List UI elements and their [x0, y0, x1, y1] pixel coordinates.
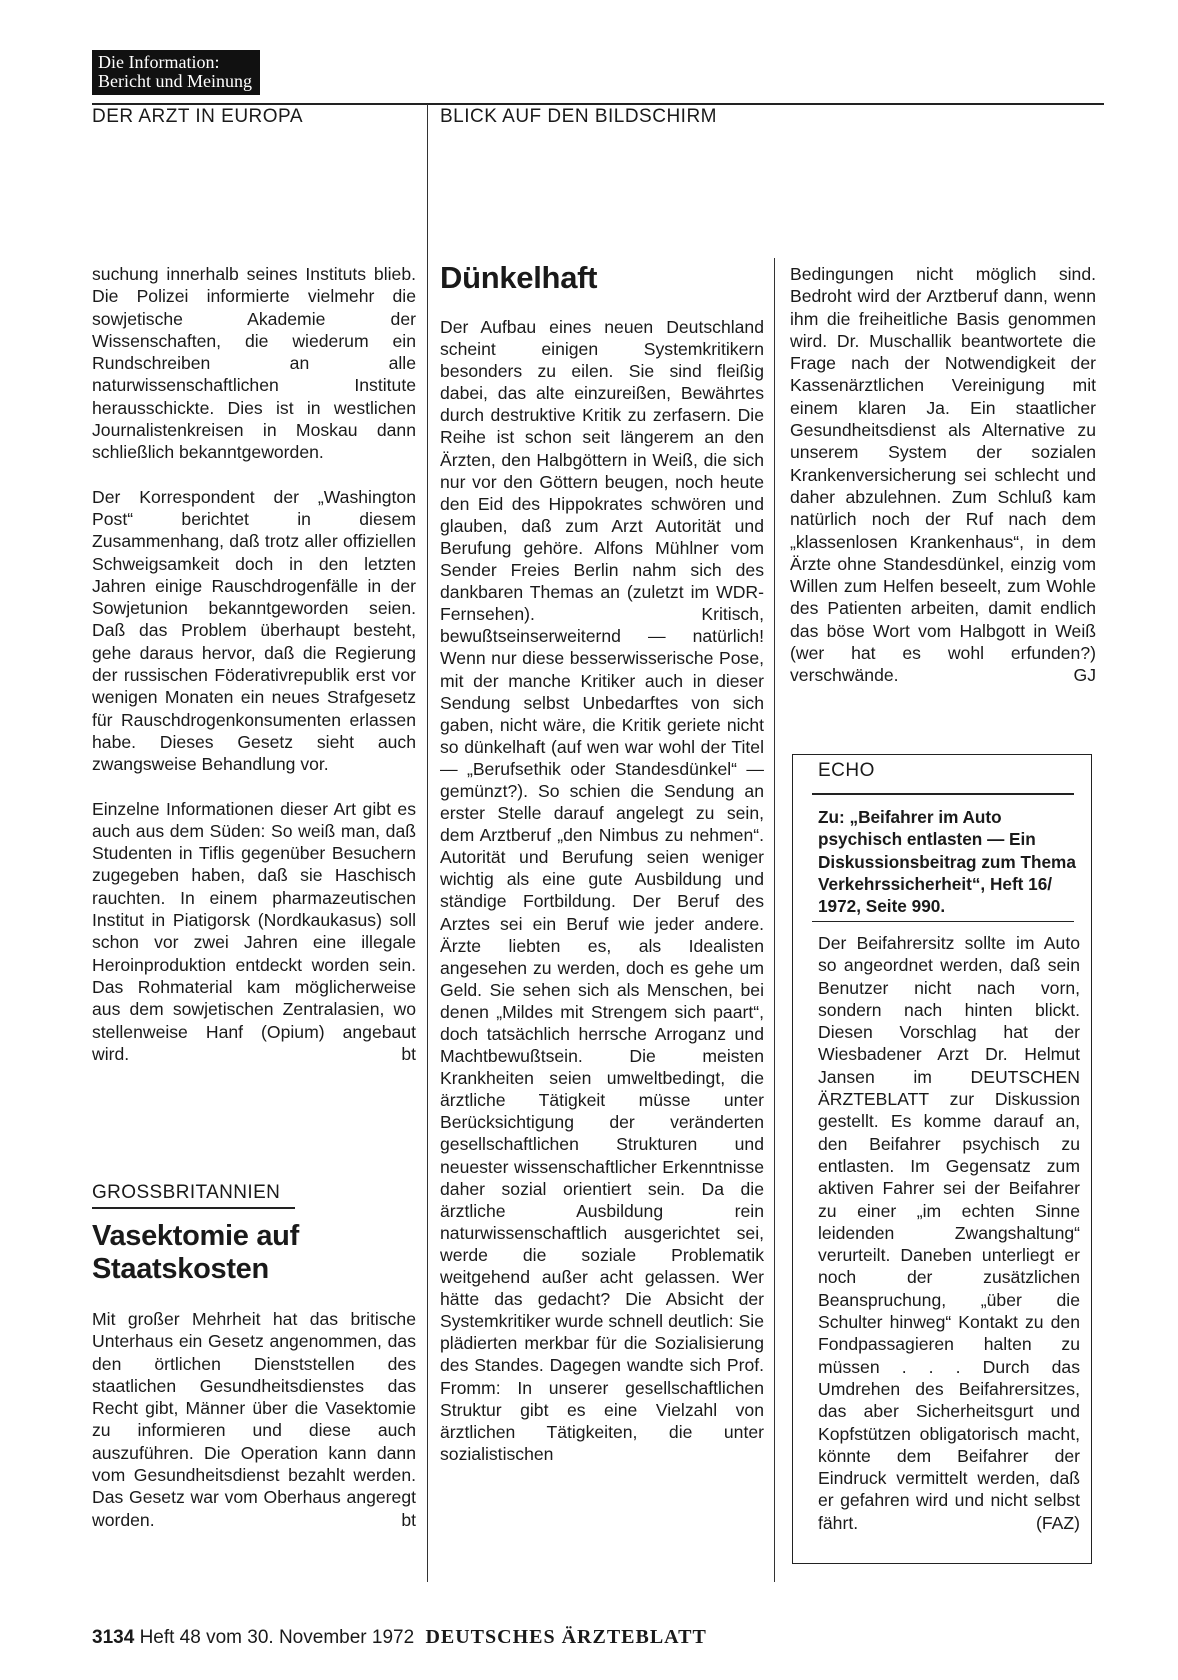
echo-title-rule — [812, 793, 1074, 795]
echo-title: ECHO — [818, 760, 875, 781]
column-divider-left — [427, 104, 428, 1582]
paragraph-text: Bedingungen nicht möglich sind. Bedroht wird der Arztberuf dann, wenn ihm die freiheitliche Basis genommen wird. Dr. Muschallik beantwortete die Frage nach der Notwendigkeit der Kassenärztlichen Vereinigung mit einem klaren Ja. Ein staatlicher Gesundheitsdienst als Alternative zu unserem System der sozialen Krankenversicherung sei schlecht und daher abzulehnen. Zum Schluß kam natürlich noch der Ruf nach dem „klassenlosen Krankenhaus“, in dem Ärzte ohne Standesdünkel, einzig vom Willen zum Helfen beseelt, zum Wohle des Patienten arbeiten, damit endlich das böse Wort vom Halbgott in Weiß (wer hat es wohl erfunden?) verschwände. — [790, 264, 1096, 686]
paragraph: suchung innerhalb seines Instituts blieb. Die Polizei informierte vielmehr die sowjetische Akademie der Wissenschaften, die wiederum ein Rundschreiben an alle naturwissenschaftlichen Institute herausschickte. Dies ist in westlichen Journalistenkreisen in Moskau dann schließlich bekanntgeworden. — [92, 264, 416, 463]
echo-reference-rule — [812, 921, 1074, 922]
badge-line-2: Bericht und Meinung — [98, 71, 252, 91]
column-divider-right — [774, 258, 775, 1582]
issue-info: Heft 48 vom 30. November 1972 — [139, 1627, 415, 1648]
section-badge — [92, 50, 260, 95]
paragraph-text: Einzelne Informationen dieser Art gibt es auch aus dem Süden: So weiß man, daß Studenten in Tiflis gegenüber Besuchern zugegeben haben, daß sie Haschisch rauchten. In einem pharmazeutischen Institut in Piatigorsk (Nordkaukasus) soll schon vor zwei Jahren eine illegale Heroinproduktion entdeckt worden sein. Das Rohmaterial kam möglicherweise aus dem sowjetischen Zentralasien, wo stellenweise Hanf (Opium) angebaut wird. — [92, 798, 416, 1064]
page-footer — [92, 1626, 707, 1649]
author-initials: bt — [401, 1509, 416, 1530]
paragraph — [790, 263, 1096, 687]
echo-reference: Zu: „Beifahrer im Auto psychisch entlasten — Ein Diskussionsbeitrag zum Thema Verkehrssicherheit“, Heft 16/ 1972, Seite 990. — [818, 807, 1076, 917]
paragraph-text: Mit großer Mehrheit hat das britische Unterhaus ein Gesetz angenommen, das den örtlichen Dienststellen des staatlichen Gesundheitsdienstes das Recht gibt, Männer über die Vasektomie zu informieren und diese auch auszuführen. Die Operation kann dann vom Gesundheitsdienst bezahlt werden. Das Gesetz war vom Oberhaus angeregt worden. — [92, 1309, 416, 1530]
page-number: 3134 — [92, 1627, 135, 1648]
left-column-top — [92, 263, 416, 1065]
section-label-right: BLICK AUF DEN BILDSCHIRM — [440, 106, 717, 127]
left-column-bottom — [92, 1308, 416, 1531]
paragraph: Der Korrespondent der „Washington Post“ berichtet in diesem Zusammenhang, daß trotz aller offiziellen Schweigsamkeit doch in den letzten Jahren einige Rauschdrogenfälle in der Sowjetunion bekanntgeworden seien. Daß das Problem überhaupt besteht, gehe daraus hervor, daß die Regierung der russischen Föderativrepublik erst vor wenigen Monaten ein neues Strafgesetz für Rauschdrogenkonsumenten erlassen habe. Dieses Gesetz sieht auch zwangsweise Behandlung vor. — [92, 486, 416, 775]
echo-body — [818, 932, 1080, 1534]
article-headline-main: Dünkelhaft — [440, 260, 598, 295]
paragraph-text: Der Beifahrersitz sollte im Auto so angeordnet werden, daß sein Benutzer nicht nach vorn, sondern nach hinten blickt. Diesen Vorschlag hat der Wiesbadener Arzt Dr. Helmut Jansen im DEUTSCHEN ÄRZTEBLATT zur Diskussion gestellt. Es komme darauf an, den Beifahrer psychisch zu entlasten. Im Gegensatz zum aktiven Fahrer sei der Beifahrer zu einer „im echten Sinne leidenden Zwangshaltung“ verurteilt. Daneben unterliegt er noch der zusätzlichen Beanspruchung, „über die Schulter hinweg“ Kontakt zu den Fondpassagieren halten zu müssen . . . Durch das Umdrehen des Beifahrersitzes, das aber Sicherheitsgurt und Kopfstützen obligatorisch macht, könnte dem Beifahrer der Eindruck vermittelt werden, daß er gefahren wird und nicht selbst fährt. — [818, 933, 1080, 1533]
paragraph: Der Aufbau eines neuen Deutschland scheint einigen Systemkritikern besonders zu eilen. Sie sind fleißig dabei, das alte einzureißen, Bewährtes durch destruktive Kritik zu zerfasern. Die Reihe ist schon seit längerem an den Ärzten, den Halbgöttern in Weiß, die sich nur vor den Göttern beugen, noch heute den Eid des Hippokrates schwören und glauben, daß zum Arzt Autorität und Berufung gehöre. Alfons Mühlner vom Sender Freies Berlin nahm sich des dankbaren Themas an (zuletzt im WDR-Fernsehen). Kritisch, bewußtseinserweiternd — natürlich! Wenn nur diese besserwisserische Pose, mit der manche Kritiker auch in dieser Sendung selbst Unbedarftes von sich gaben, nicht wäre, die Kritik geriete nicht so dünkelhaft (auf wen war wohl der Titel — „Berufsethik oder Standesdünkel“ — gemünzt?). So schien die Sendung an erster Stelle darauf angelegt zu sein, dem Arztberuf „den Nimbus zu nehmen“. Autorität und Berufung seien weniger wichtig als eine gute Ausbildung und ständige Fortbildung. Der Beruf des Arztes sei ein Beruf wie jeder andere. Ärzte liebten es, als Idealisten angesehen zu werden, doch es gehe um Geld. Sie sehen sich als Menschen, bei denen „Mildes mit Strengem sich paart“, doch tatsächlich herrsche Arroganz und Machtbewußtsein. Die meisten Krankheiten seien umweltbedingt, die ärztliche Tätigkeit müsse unter Berücksichtigung der veränderten gesellschaftlichen Strukturen und neuester wissenschaftlicher Erkenntnisse daher sozial orientiert sein. Da die ärztliche Ausbildung rein naturwissenschaftlich ausgerichtet sei, werde die soziale Problematik weitgehend außer acht gelassen. Wer hätte das gedacht? Die Absicht der Systemkritiker wurde schnell deutlich: Sie plädierten merkbar für die Sozialisierung des Standes. Dagegen wandte sich Prof. Fromm: In unserer gesellschaftlichen Struktur gibt es eine Vielzahl von ärztlichen Tätigkeiten, die unter sozialistischen — [440, 317, 764, 1464]
middle-column — [440, 316, 764, 1465]
paragraph — [818, 932, 1080, 1534]
publication-name: DEUTSCHES ÄRZTEBLATT — [425, 1626, 707, 1648]
article-headline: Vasektomie auf Staatskosten — [92, 1220, 299, 1285]
kicker-rule — [92, 1207, 295, 1209]
header-rule — [92, 103, 1104, 105]
section-label-left: DER ARZT IN EUROPA — [92, 106, 303, 127]
paragraph — [92, 798, 416, 1066]
badge-line-1: Die Information: — [98, 52, 220, 72]
kicker-country: GROSSBRITANNIEN — [92, 1182, 281, 1203]
right-column-top — [790, 263, 1096, 687]
paragraph — [92, 1308, 416, 1531]
source-credit: (FAZ) — [1036, 1512, 1080, 1533]
author-initials: GJ — [1073, 665, 1096, 686]
author-initials: bt — [401, 1043, 416, 1064]
